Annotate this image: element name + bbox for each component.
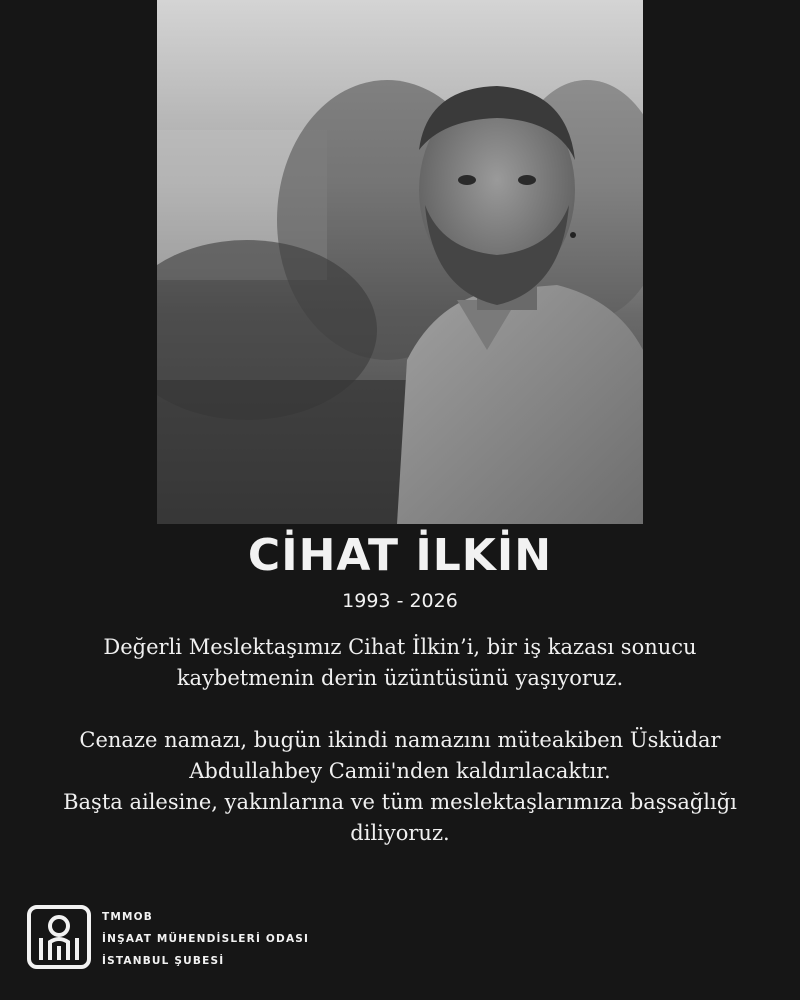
life-years: 1993 - 2026 [342,590,458,612]
portrait-photo [157,0,643,524]
message-line: Cenaze namazı, bugün ikindi namazını müteakiben Üsküdar [79,728,721,752]
message-line: Değerli Meslektaşımız Cihat İlkin’i, bir iş kazası sonucu [103,635,697,659]
message-line: kaybetmenin derin üzüntüsünü yaşıyoruz. [176,666,624,690]
org-line-tmmob: TMMOB [102,911,153,923]
organization-logo [26,904,310,974]
org-line-chamber: İNŞAAT MÜHENDİSLERİ ODASI [102,933,310,945]
deceased-name: CİHAT İLKİN [247,530,553,581]
org-line-branch: İSTANBUL ŞUBESİ [102,955,225,967]
message-line: Başta ailesine, yakınlarına ve tüm meslektaşlarımıza başsağlığı [63,790,737,814]
condolence-message [20,632,780,849]
message-line: diliyoruz. [350,821,450,845]
organization-name [102,906,309,972]
imo-logo-icon [26,904,92,970]
portrait-illustration [157,0,643,524]
message-line: Abdullahbey Camii'nden kaldırılacaktır. [189,759,611,783]
